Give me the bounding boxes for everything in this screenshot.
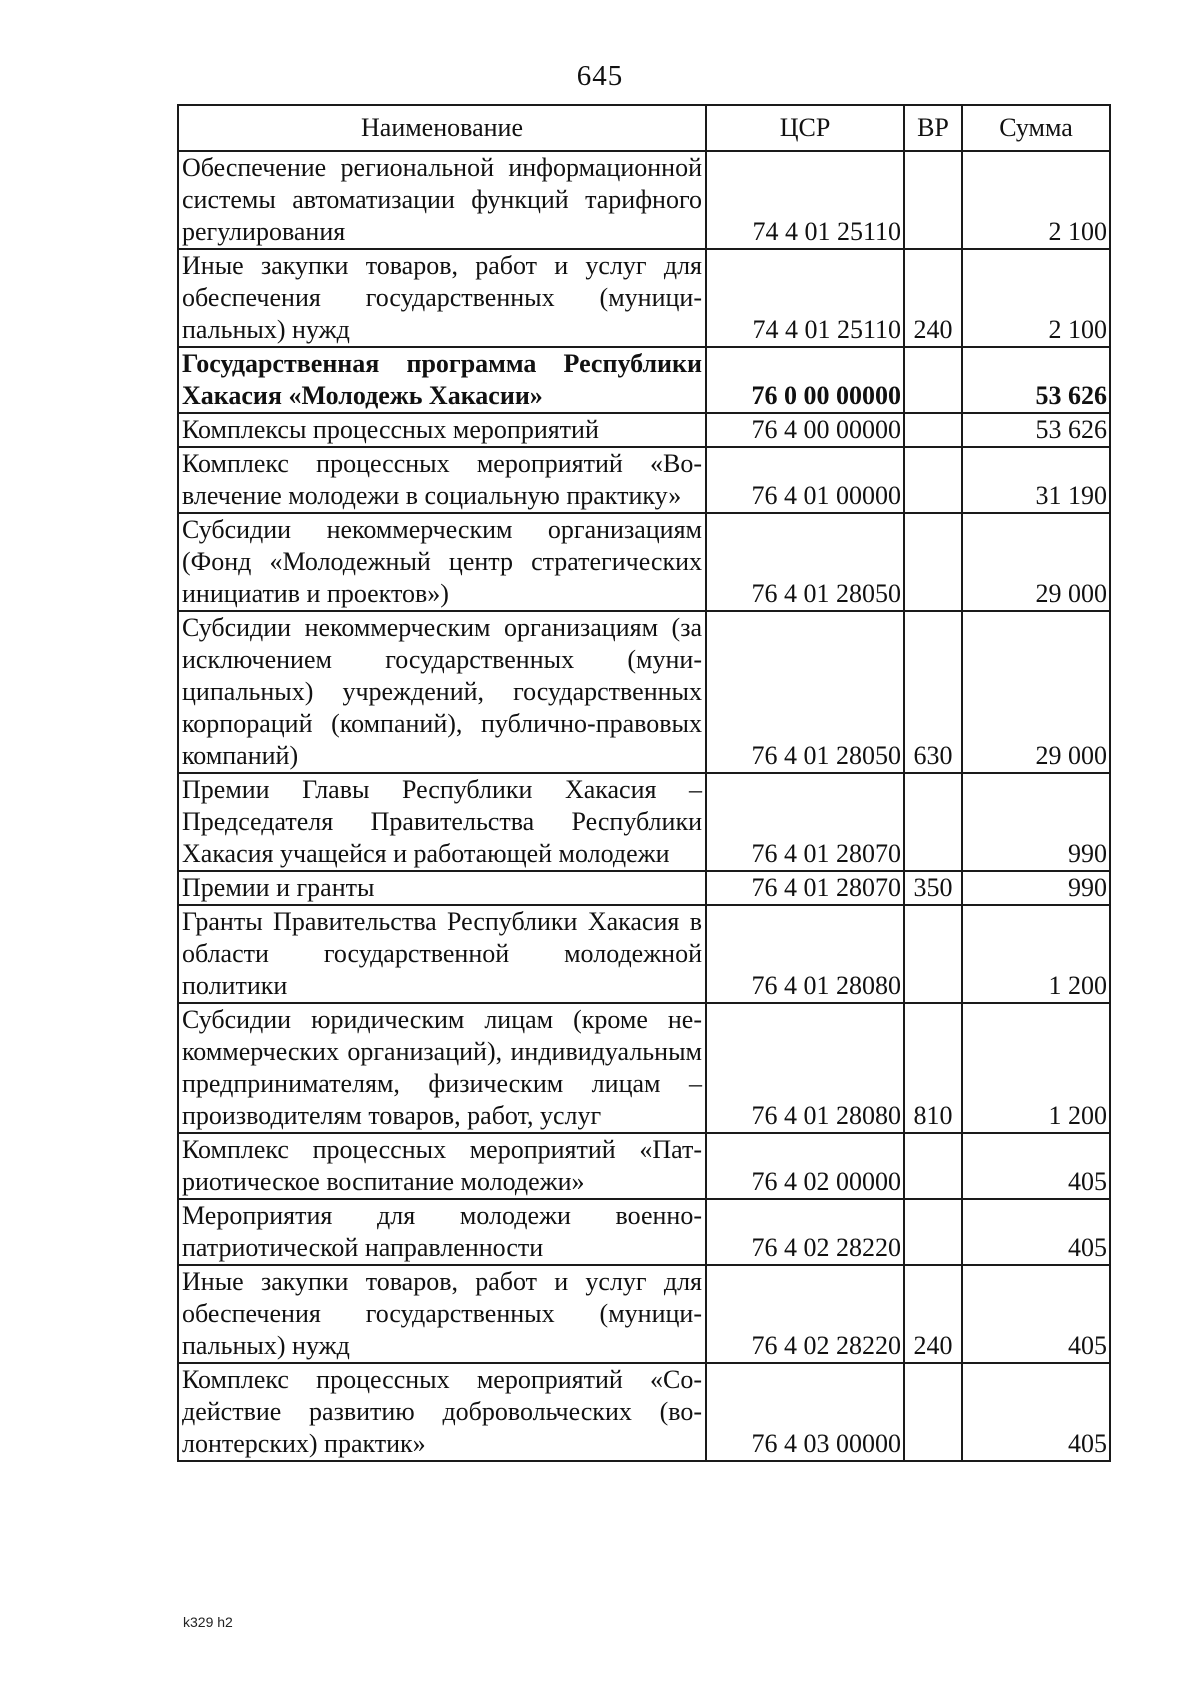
cell-vr [904, 447, 962, 513]
cell-name: Премии и гранты [178, 871, 706, 905]
cell-csr: 76 4 01 28050 [706, 513, 904, 611]
table-row [178, 447, 1110, 513]
table-body [178, 151, 1110, 1461]
cell-name: Иные закупки товаров, работ и услуг для обеспечения государственных (муниципальных) нужд [178, 1265, 706, 1363]
cell-sum: 53 626 [962, 413, 1110, 447]
budget-table [177, 104, 1111, 1462]
cell-csr: 76 4 01 28080 [706, 1003, 904, 1133]
cell-csr: 76 4 01 28080 [706, 905, 904, 1003]
cell-vr [904, 1363, 962, 1461]
table-row [178, 1199, 1110, 1265]
cell-name: Мероприятия для молодежи военно-патриотической направленности [178, 1199, 706, 1265]
cell-name: Субсидии юридическим лицам (кроме некоммерческих организаций), индивидуальным предпринимателям, физическим лицам – производителям товаров, работ, услуг [178, 1003, 706, 1133]
cell-csr: 74 4 01 25110 [706, 249, 904, 347]
cell-sum: 990 [962, 871, 1110, 905]
cell-name: Гранты Правительства Республики Хакасия в области государственной молодежной политики [178, 905, 706, 1003]
cell-name: Субсидии некоммерческим организациям (Фонд «Молодежный центр стратегических инициатив и проектов») [178, 513, 706, 611]
table-row [178, 1363, 1110, 1461]
cell-sum: 2 100 [962, 151, 1110, 249]
cell-sum: 29 000 [962, 513, 1110, 611]
cell-vr: 240 [904, 249, 962, 347]
cell-vr [904, 413, 962, 447]
table-row [178, 1003, 1110, 1133]
table-row [178, 1265, 1110, 1363]
table-row [178, 413, 1110, 447]
cell-vr [904, 905, 962, 1003]
table-row [178, 249, 1110, 347]
table-row [178, 513, 1110, 611]
cell-csr: 76 4 02 28220 [706, 1199, 904, 1265]
cell-name: Обеспечение региональной информационной системы автоматизации функций тарифного регулирования [178, 151, 706, 249]
cell-sum: 1 200 [962, 1003, 1110, 1133]
cell-csr: 76 4 02 28220 [706, 1265, 904, 1363]
table-header-row [178, 105, 1110, 151]
cell-name: Иные закупки товаров, работ и услуг для обеспечения государственных (муниципальных) нужд [178, 249, 706, 347]
table-row [178, 611, 1110, 773]
cell-csr: 76 4 01 28070 [706, 773, 904, 871]
cell-vr: 630 [904, 611, 962, 773]
cell-sum: 31 190 [962, 447, 1110, 513]
cell-vr [904, 1133, 962, 1199]
cell-vr [904, 513, 962, 611]
cell-sum: 1 200 [962, 905, 1110, 1003]
cell-name: Комплекс процессных мероприятий «Вовлечение молодежи в социальную практику» [178, 447, 706, 513]
cell-sum: 990 [962, 773, 1110, 871]
cell-sum: 53 626 [962, 347, 1110, 413]
cell-sum: 405 [962, 1363, 1110, 1461]
table-row [178, 773, 1110, 871]
cell-vr: 240 [904, 1265, 962, 1363]
cell-sum: 29 000 [962, 611, 1110, 773]
cell-csr: 76 4 01 00000 [706, 447, 904, 513]
cell-csr: 76 4 01 28070 [706, 871, 904, 905]
cell-csr: 74 4 01 25110 [706, 151, 904, 249]
cell-name: Премии Главы Республики Хакасия – Председателя Правительства Республики Хакасия учащейся и работающей молодежи [178, 773, 706, 871]
table-row [178, 151, 1110, 249]
cell-vr [904, 347, 962, 413]
table-row [178, 871, 1110, 905]
cell-sum: 405 [962, 1133, 1110, 1199]
cell-vr [904, 151, 962, 249]
table-row [178, 1133, 1110, 1199]
cell-csr: 76 4 00 00000 [706, 413, 904, 447]
cell-sum: 2 100 [962, 249, 1110, 347]
cell-csr: 76 4 03 00000 [706, 1363, 904, 1461]
cell-csr: 76 4 02 00000 [706, 1133, 904, 1199]
cell-csr: 76 0 00 00000 [706, 347, 904, 413]
cell-name: Комплекс процессных мероприятий «Содействие развитию добровольческих (волонтерских) практик» [178, 1363, 706, 1461]
cell-csr: 76 4 01 28050 [706, 611, 904, 773]
cell-vr [904, 1199, 962, 1265]
header-vr: ВР [904, 105, 962, 151]
header-name: Наименование [178, 105, 706, 151]
header-csr: ЦСР [706, 105, 904, 151]
header-sum: Сумма [962, 105, 1110, 151]
cell-vr: 810 [904, 1003, 962, 1133]
cell-name: Государственная программа Республики Хакасия «Молодежь Хакасии» [178, 347, 706, 413]
table-row [178, 347, 1110, 413]
cell-sum: 405 [962, 1265, 1110, 1363]
page-number: 645 [576, 60, 624, 92]
footer-code: k329 h2 [183, 1614, 233, 1630]
cell-vr [904, 773, 962, 871]
table-row [178, 905, 1110, 1003]
cell-name: Комплекс процессных мероприятий «Патриотическое воспитание молодежи» [178, 1133, 706, 1199]
cell-name: Комплексы процессных мероприятий [178, 413, 706, 447]
cell-name: Субсидии некоммерческим организациям (за исключением государственных (муниципальных) учреждений, государственных корпораций (компаний), публично-правовых компаний) [178, 611, 706, 773]
cell-vr: 350 [904, 871, 962, 905]
cell-sum: 405 [962, 1199, 1110, 1265]
